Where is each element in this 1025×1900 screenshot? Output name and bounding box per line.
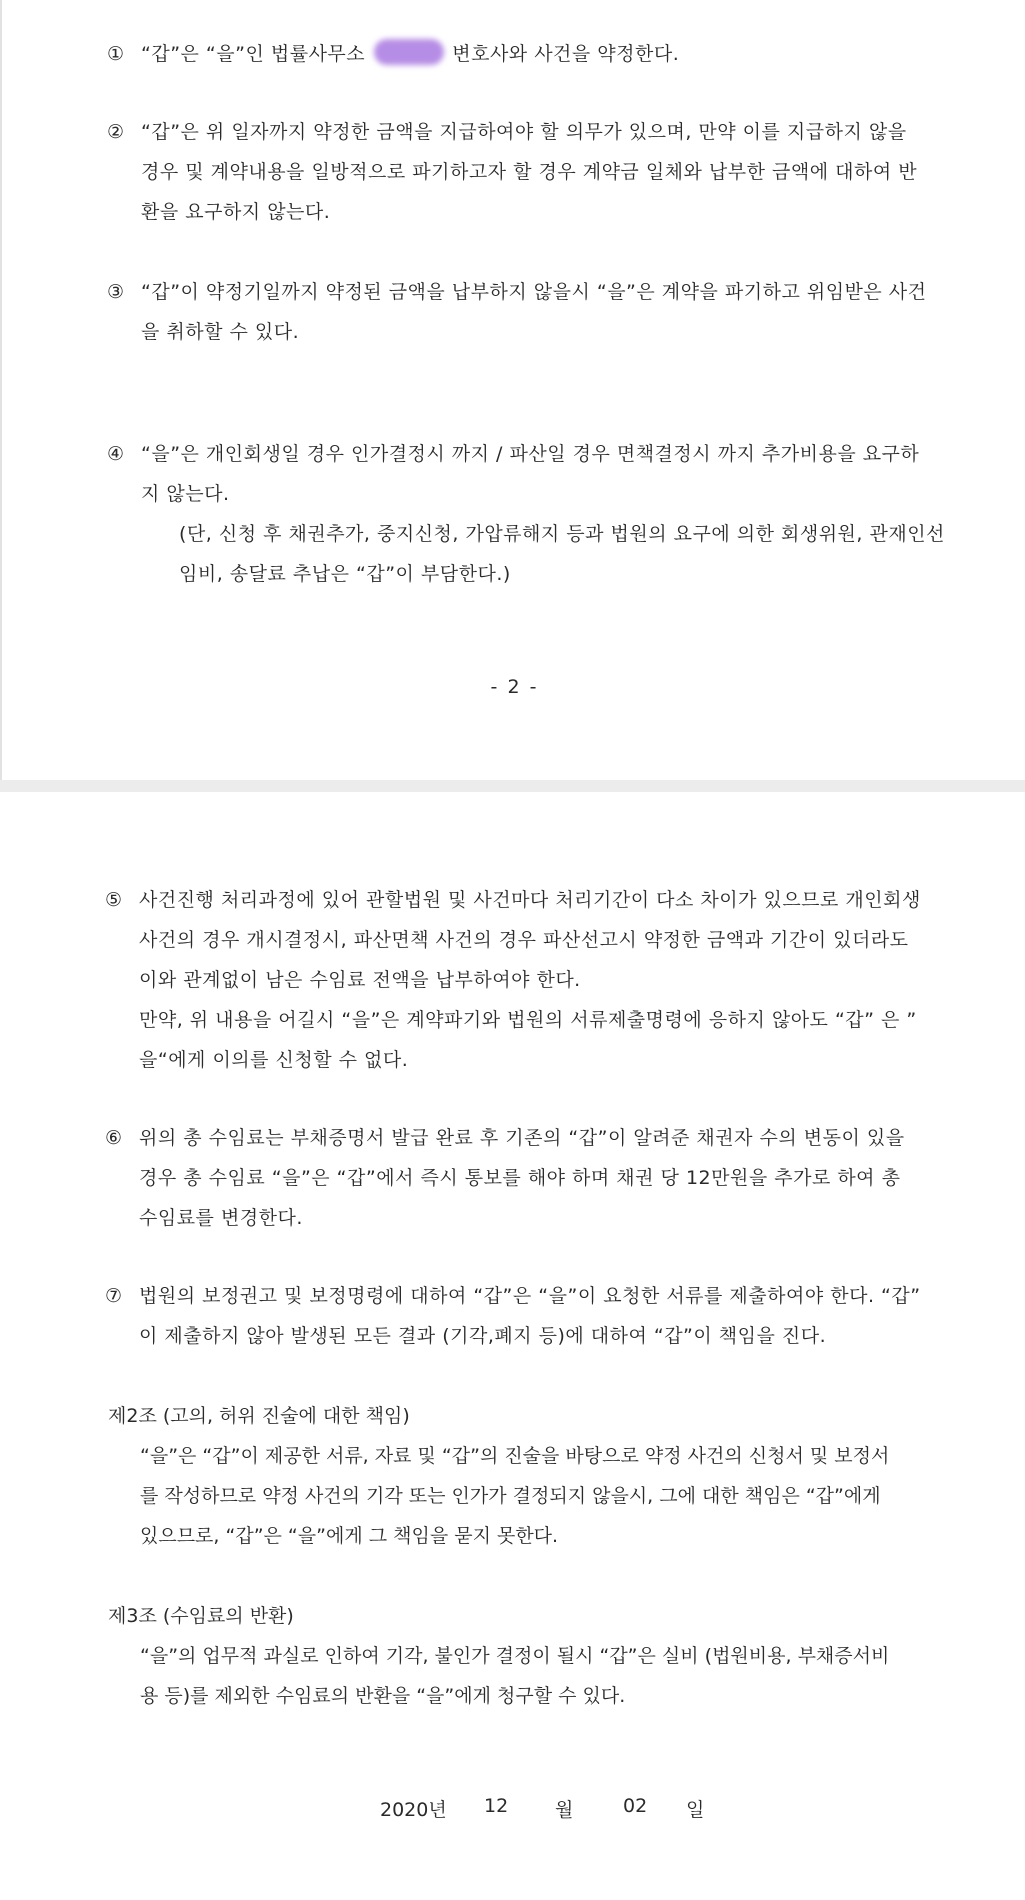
- clause-line: 환을 요구하지 않는다.: [141, 201, 331, 223]
- clause-line: “을”은 개인회생일 경우 인가결정시 까지 / 파산일 경우 면책결정시 까지 추가비용을 요구하: [141, 443, 920, 465]
- clause-line: 법원의 보정권고 및 보정명령에 대하여 “갑”은 “을”이 요청한 서류를 제출하여야 한다. “갑”: [139, 1285, 921, 1307]
- clause-5: [105, 880, 980, 1080]
- clause-line: 경우 총 수임료 “을”은 “갑”에서 즉시 통보를 해야 하며 채권 당 12만원을 추가로 하여 총: [139, 1167, 901, 1189]
- clause-note: [179, 514, 982, 594]
- date-year: 2020년: [380, 1799, 447, 1821]
- clause-number: ⑥: [105, 1127, 123, 1149]
- clause-line: 경우 및 계약내용을 일방적으로 파기하고자 할 경우 계약금 일체와 납부한 금액에 대하여 반: [141, 161, 918, 183]
- article-3-body: [140, 1636, 980, 1716]
- note-line: (단, 신청 후 채권추가, 중지신청, 가압류해지 등과 법원의 요구에 의한 회생위원, 관재인선: [179, 523, 945, 545]
- article-line: 용 등)를 제외한 수임료의 반환을 “을”에게 청구할 수 있다.: [140, 1685, 626, 1707]
- document-page-1: [0, 0, 1025, 780]
- clause-line: 을“에게 이의를 신청할 수 없다.: [139, 1049, 409, 1071]
- clause-number: ③: [107, 281, 125, 303]
- page-number: - 2 -: [490, 676, 539, 698]
- clause-line: “갑”이 약정기일까지 약정된 금액을 납부하지 않을시 “을”은 계약을 파기하고 위임받은 사건: [141, 281, 927, 303]
- clause-line: 수임료를 변경한다.: [139, 1207, 303, 1229]
- article-line: 있으므로, “갑”은 “을”에게 그 책임을 묻지 못한다.: [140, 1525, 559, 1547]
- clause-line: 사건진행 처리과정에 있어 관할법원 및 사건마다 처리기간이 다소 차이가 있으므로 개인회생: [139, 889, 921, 911]
- clause-line: 이와 관계없이 남은 수임료 전액을 납부하여야 한다.: [139, 969, 581, 991]
- redaction-blur: [374, 39, 444, 65]
- date-month: 12: [484, 1795, 509, 1817]
- date-month-unit: 월: [555, 1799, 574, 1821]
- article-line: “을”은 “갑”이 제공한 서류, 자료 및 “갑”의 진술을 바탕으로 약정 사건의 신청서 및 보정서: [140, 1445, 890, 1467]
- clause-number: ④: [107, 443, 125, 465]
- article-2-body: [140, 1436, 980, 1556]
- clause-number: ①: [107, 43, 125, 65]
- clause-line: 사건의 경우 개시결정시, 파산면책 사건의 경우 파산선고시 약정한 금액과 기간이 있더라도: [139, 929, 909, 951]
- clause-line: 만약, 위 내용을 어길시 “을”은 계약파기와 법원의 서류제출명령에 응하지 않아도 “갑” 은 ”: [139, 1009, 917, 1031]
- clause-4: [107, 434, 982, 594]
- clause-2: [107, 112, 982, 232]
- note-line: 임비, 송달료 추납은 “갑”이 부담한다.): [179, 563, 511, 585]
- clause-text-after: 변호사와 사건을 약정한다.: [452, 43, 680, 65]
- article-3-heading: 제3조 (수임료의 반환): [108, 1605, 294, 1627]
- clause-line: 을 취하할 수 있다.: [141, 321, 300, 343]
- clause-line: “갑”은 위 일자까지 약정한 금액을 지급하여야 할 의무가 있으며, 만약 이를 지급하지 않을: [141, 121, 907, 143]
- clause-3: [107, 272, 982, 352]
- clause-number: ⑤: [105, 889, 123, 911]
- clause-6: [105, 1118, 980, 1238]
- clause-number: ⑦: [105, 1285, 123, 1307]
- article-2-heading: 제2조 (고의, 허위 진술에 대한 책임): [108, 1405, 410, 1427]
- clause-number: ②: [107, 121, 125, 143]
- article-line: “을”의 업무적 과실로 인하여 기각, 불인가 결정이 될시 “갑”은 실비 (법원비용, 부채증서비: [140, 1645, 890, 1667]
- clause-7: [105, 1276, 980, 1356]
- date-day-unit: 일: [686, 1799, 705, 1821]
- clause-line: 지 않는다.: [141, 483, 230, 505]
- clause-line: 이 제출하지 않아 발생된 모든 결과 (기각,폐지 등)에 대하여 “갑”이 책임을 진다.: [139, 1325, 827, 1347]
- clause-text-before: “갑”은 “을”인 법률사무소: [141, 43, 366, 65]
- clause-line: 위의 총 수임료는 부채증명서 발급 완료 후 기존의 “갑”이 알려준 채권자 수의 변동이 있을: [139, 1127, 905, 1149]
- article-line: 를 작성하므로 약정 사건의 기각 또는 인가가 결정되지 않을시, 그에 대한 책임은 “갑”에게: [140, 1485, 881, 1507]
- clause-1: [107, 34, 982, 74]
- date-day: 02: [623, 1795, 648, 1817]
